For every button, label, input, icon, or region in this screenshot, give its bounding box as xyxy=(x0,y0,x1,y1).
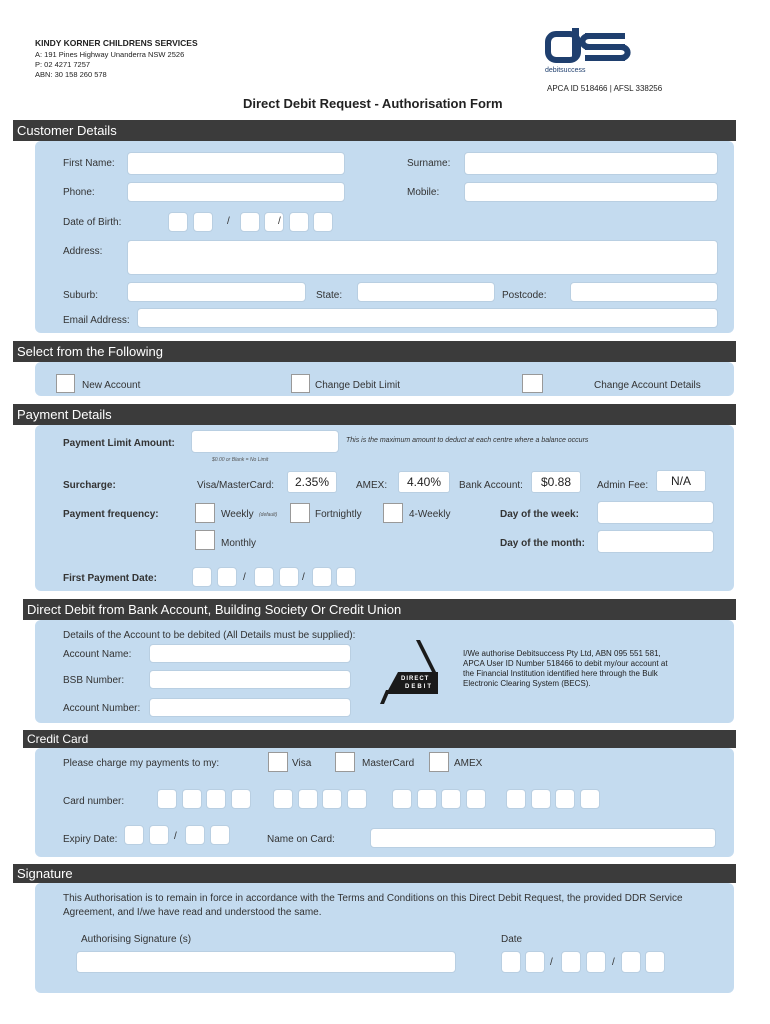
dob-year-2[interactable] xyxy=(313,212,333,232)
first-name-label: First Name: xyxy=(63,158,115,169)
suburb-input[interactable] xyxy=(127,282,306,302)
expiry-date-label: Expiry Date: xyxy=(63,834,118,845)
sig-date-year-1[interactable] xyxy=(621,951,641,973)
admin-fee-label: Admin Fee: xyxy=(597,480,649,491)
first-date-day-2[interactable] xyxy=(217,567,237,587)
section-bank-account: Direct Debit from Bank Account, Building Society Or Credit Union xyxy=(23,599,736,620)
card-digit-13[interactable] xyxy=(506,789,526,809)
mastercard-checkbox[interactable] xyxy=(335,752,355,772)
phone-label: Phone: xyxy=(63,187,95,198)
card-digit-6[interactable] xyxy=(298,789,318,809)
sig-date-day-2[interactable] xyxy=(525,951,545,973)
dob-separator-2: / xyxy=(278,216,281,227)
sig-date-month-2[interactable] xyxy=(586,951,606,973)
dob-year-1[interactable] xyxy=(289,212,309,232)
card-digit-8[interactable] xyxy=(347,789,367,809)
visa-mc-label: Visa/MasterCard: xyxy=(197,480,275,491)
sig-date-year-2[interactable] xyxy=(645,951,665,973)
day-of-month-label: Day of the month: xyxy=(500,538,585,549)
account-name-input[interactable] xyxy=(149,644,351,663)
name-on-card-label: Name on Card: xyxy=(267,834,335,845)
dob-day-1[interactable] xyxy=(168,212,188,232)
bsb-input[interactable] xyxy=(149,670,351,689)
dob-day-2[interactable] xyxy=(193,212,213,232)
postcode-input[interactable] xyxy=(570,282,718,302)
first-date-separator-1: / xyxy=(243,572,246,583)
first-name-input[interactable] xyxy=(127,152,345,175)
card-digit-2[interactable] xyxy=(182,789,202,809)
frequency-label: Payment frequency: xyxy=(63,509,159,520)
first-date-month-2[interactable] xyxy=(279,567,299,587)
mastercard-label: MasterCard xyxy=(362,758,415,769)
email-input[interactable] xyxy=(137,308,718,328)
change-debit-limit-label: Change Debit Limit xyxy=(315,380,401,391)
sig-date-month-1[interactable] xyxy=(561,951,581,973)
card-digit-3[interactable] xyxy=(206,789,226,809)
sig-date-separator-1: / xyxy=(550,957,553,968)
payment-limit-input[interactable] xyxy=(191,430,339,453)
amex-label: AMEX: xyxy=(356,480,388,491)
direct-debit-icon xyxy=(380,638,455,706)
direct-debit-logo-line2: DEBIT xyxy=(405,684,433,690)
expiry-year-1[interactable] xyxy=(185,825,205,845)
change-debit-limit-checkbox[interactable] xyxy=(291,374,310,393)
org-name: KINDY KORNER CHILDRENS SERVICES xyxy=(35,38,198,48)
mobile-label: Mobile: xyxy=(407,187,440,198)
amex-checkbox[interactable] xyxy=(429,752,449,772)
bank-surcharge: $0.88 xyxy=(531,471,581,493)
account-number-label: Account Number: xyxy=(63,703,141,714)
expiry-month-2[interactable] xyxy=(149,825,169,845)
sig-date-separator-2: / xyxy=(612,957,615,968)
section-credit-card: Credit Card xyxy=(23,730,736,748)
new-account-checkbox[interactable] xyxy=(56,374,75,393)
bank-authorisation-line-3: the Financial Institution identified here through the Bulk xyxy=(463,669,658,678)
direct-debit-logo xyxy=(380,638,455,706)
admin-fee: N/A xyxy=(656,470,706,492)
signature-terms-line-1: This Authorisation is to remain in force in accordance with the Terms and Conditions on this Direct Debit Request, the provided DDR Service xyxy=(63,893,683,904)
state-label: State: xyxy=(316,290,343,301)
card-digit-10[interactable] xyxy=(417,789,437,809)
bank-account-label: Bank Account: xyxy=(459,480,523,491)
name-on-card-input[interactable] xyxy=(370,828,716,848)
form-title: Direct Debit Request - Authorisation Form xyxy=(243,96,503,111)
day-of-month-input[interactable] xyxy=(597,530,714,553)
payment-limit-note: This is the maximum amount to deduct at each centre where a balance occurs xyxy=(346,437,589,444)
apca-id: APCA ID 518466 | AFSL 338256 xyxy=(547,84,663,93)
day-of-week-input[interactable] xyxy=(597,501,714,524)
charge-my-label: Please charge my payments to my: xyxy=(63,758,220,769)
fortnightly-checkbox[interactable] xyxy=(290,503,310,523)
visa-mc-surcharge: 2.35% xyxy=(287,471,337,493)
address-input[interactable] xyxy=(127,240,718,275)
org-phone: P: 02 4271 7257 xyxy=(35,60,91,69)
postcode-label: Postcode: xyxy=(502,290,547,301)
weekly-label: Weekly xyxy=(221,509,254,520)
dob-label: Date of Birth: xyxy=(63,217,122,228)
first-date-year-2[interactable] xyxy=(336,567,356,587)
org-abn: ABN: 30 158 260 578 xyxy=(35,70,107,79)
mobile-input[interactable] xyxy=(464,182,718,202)
surname-label: Surname: xyxy=(407,158,451,169)
email-label: Email Address: xyxy=(63,315,130,326)
expiry-month-1[interactable] xyxy=(124,825,144,845)
visa-checkbox[interactable] xyxy=(268,752,288,772)
four-weekly-label: 4-Weekly xyxy=(409,509,451,520)
card-digit-4[interactable] xyxy=(231,789,251,809)
card-digit-1[interactable] xyxy=(157,789,177,809)
surname-input[interactable] xyxy=(464,152,718,175)
card-digit-15[interactable] xyxy=(555,789,575,809)
change-account-details-label: Change Account Details xyxy=(594,380,701,391)
fortnightly-label: Fortnightly xyxy=(315,509,362,520)
card-digit-7[interactable] xyxy=(322,789,342,809)
section-payment-details: Payment Details xyxy=(13,404,736,425)
first-date-separator-2: / xyxy=(302,572,305,583)
four-weekly-checkbox[interactable] xyxy=(383,503,403,523)
section-signature: Signature xyxy=(13,864,736,883)
new-account-label: New Account xyxy=(82,380,141,391)
weekly-default-note: (default) xyxy=(259,512,278,518)
surcharge-label: Surcharge: xyxy=(63,480,116,491)
dob-month-1[interactable] xyxy=(240,212,260,232)
card-digit-11[interactable] xyxy=(441,789,461,809)
section-customer-details: Customer Details xyxy=(13,120,736,141)
sig-date-day-1[interactable] xyxy=(501,951,521,973)
suburb-label: Suburb: xyxy=(63,290,99,301)
card-digit-5[interactable] xyxy=(273,789,293,809)
signature-input[interactable] xyxy=(76,951,456,973)
authorising-signature-label: Authorising Signature (s) xyxy=(81,934,192,945)
payment-limit-label: Payment Limit Amount: xyxy=(63,438,175,449)
dob-separator-1: / xyxy=(227,216,230,227)
first-date-month-1[interactable] xyxy=(254,567,274,587)
visa-label: Visa xyxy=(292,758,312,769)
bank-authorisation-line-4: Electronic Clearing System (BECS). xyxy=(463,679,591,688)
amex-card-label: AMEX xyxy=(454,758,483,769)
bsb-label: BSB Number: xyxy=(63,675,125,686)
section-select: Select from the Following xyxy=(13,341,736,362)
card-digit-14[interactable] xyxy=(531,789,551,809)
change-account-details-checkbox[interactable] xyxy=(522,374,543,393)
account-number-input[interactable] xyxy=(149,698,351,717)
phone-input[interactable] xyxy=(127,182,345,202)
monthly-label: Monthly xyxy=(221,538,257,549)
first-payment-date-label: First Payment Date: xyxy=(63,573,157,584)
state-input[interactable] xyxy=(357,282,495,302)
signature-date-label: Date xyxy=(501,934,523,945)
first-date-year-1[interactable] xyxy=(312,567,332,587)
signature-terms-line-2: Agreement, and I/we have read and understood the same. xyxy=(63,907,322,918)
card-digit-16[interactable] xyxy=(580,789,600,809)
weekly-checkbox[interactable] xyxy=(195,503,215,523)
org-address: A: 191 Pines Highway Unanderra NSW 2526 xyxy=(35,50,185,59)
dob-month-2[interactable] xyxy=(264,212,284,232)
bank-details-note: Details of the Account to be debited (All Details must be supplied): xyxy=(63,630,356,641)
day-of-week-label: Day of the week: xyxy=(500,509,579,520)
card-digit-12[interactable] xyxy=(466,789,486,809)
logo-text: debitsuccess xyxy=(545,67,586,74)
bank-authorisation-line-2: APCA User ID Number 518466 to debit my/our account at xyxy=(463,659,668,668)
card-digit-9[interactable] xyxy=(392,789,412,809)
direct-debit-logo-line1: DIRECT xyxy=(401,676,430,682)
bank-authorisation-line-1: I/We authorise Debitsuccess Pty Ltd, ABN 095 551 581, xyxy=(463,649,661,658)
first-date-day-1[interactable] xyxy=(192,567,212,587)
amex-surcharge: 4.40% xyxy=(398,471,450,493)
address-label: Address: xyxy=(63,246,103,257)
expiry-separator: / xyxy=(174,831,177,842)
account-name-label: Account Name: xyxy=(63,649,132,660)
expiry-year-2[interactable] xyxy=(210,825,230,845)
monthly-checkbox[interactable] xyxy=(195,530,215,550)
card-number-label: Card number: xyxy=(63,796,125,807)
no-limit-note: $0.00 or Blank = No Limit xyxy=(212,457,269,463)
